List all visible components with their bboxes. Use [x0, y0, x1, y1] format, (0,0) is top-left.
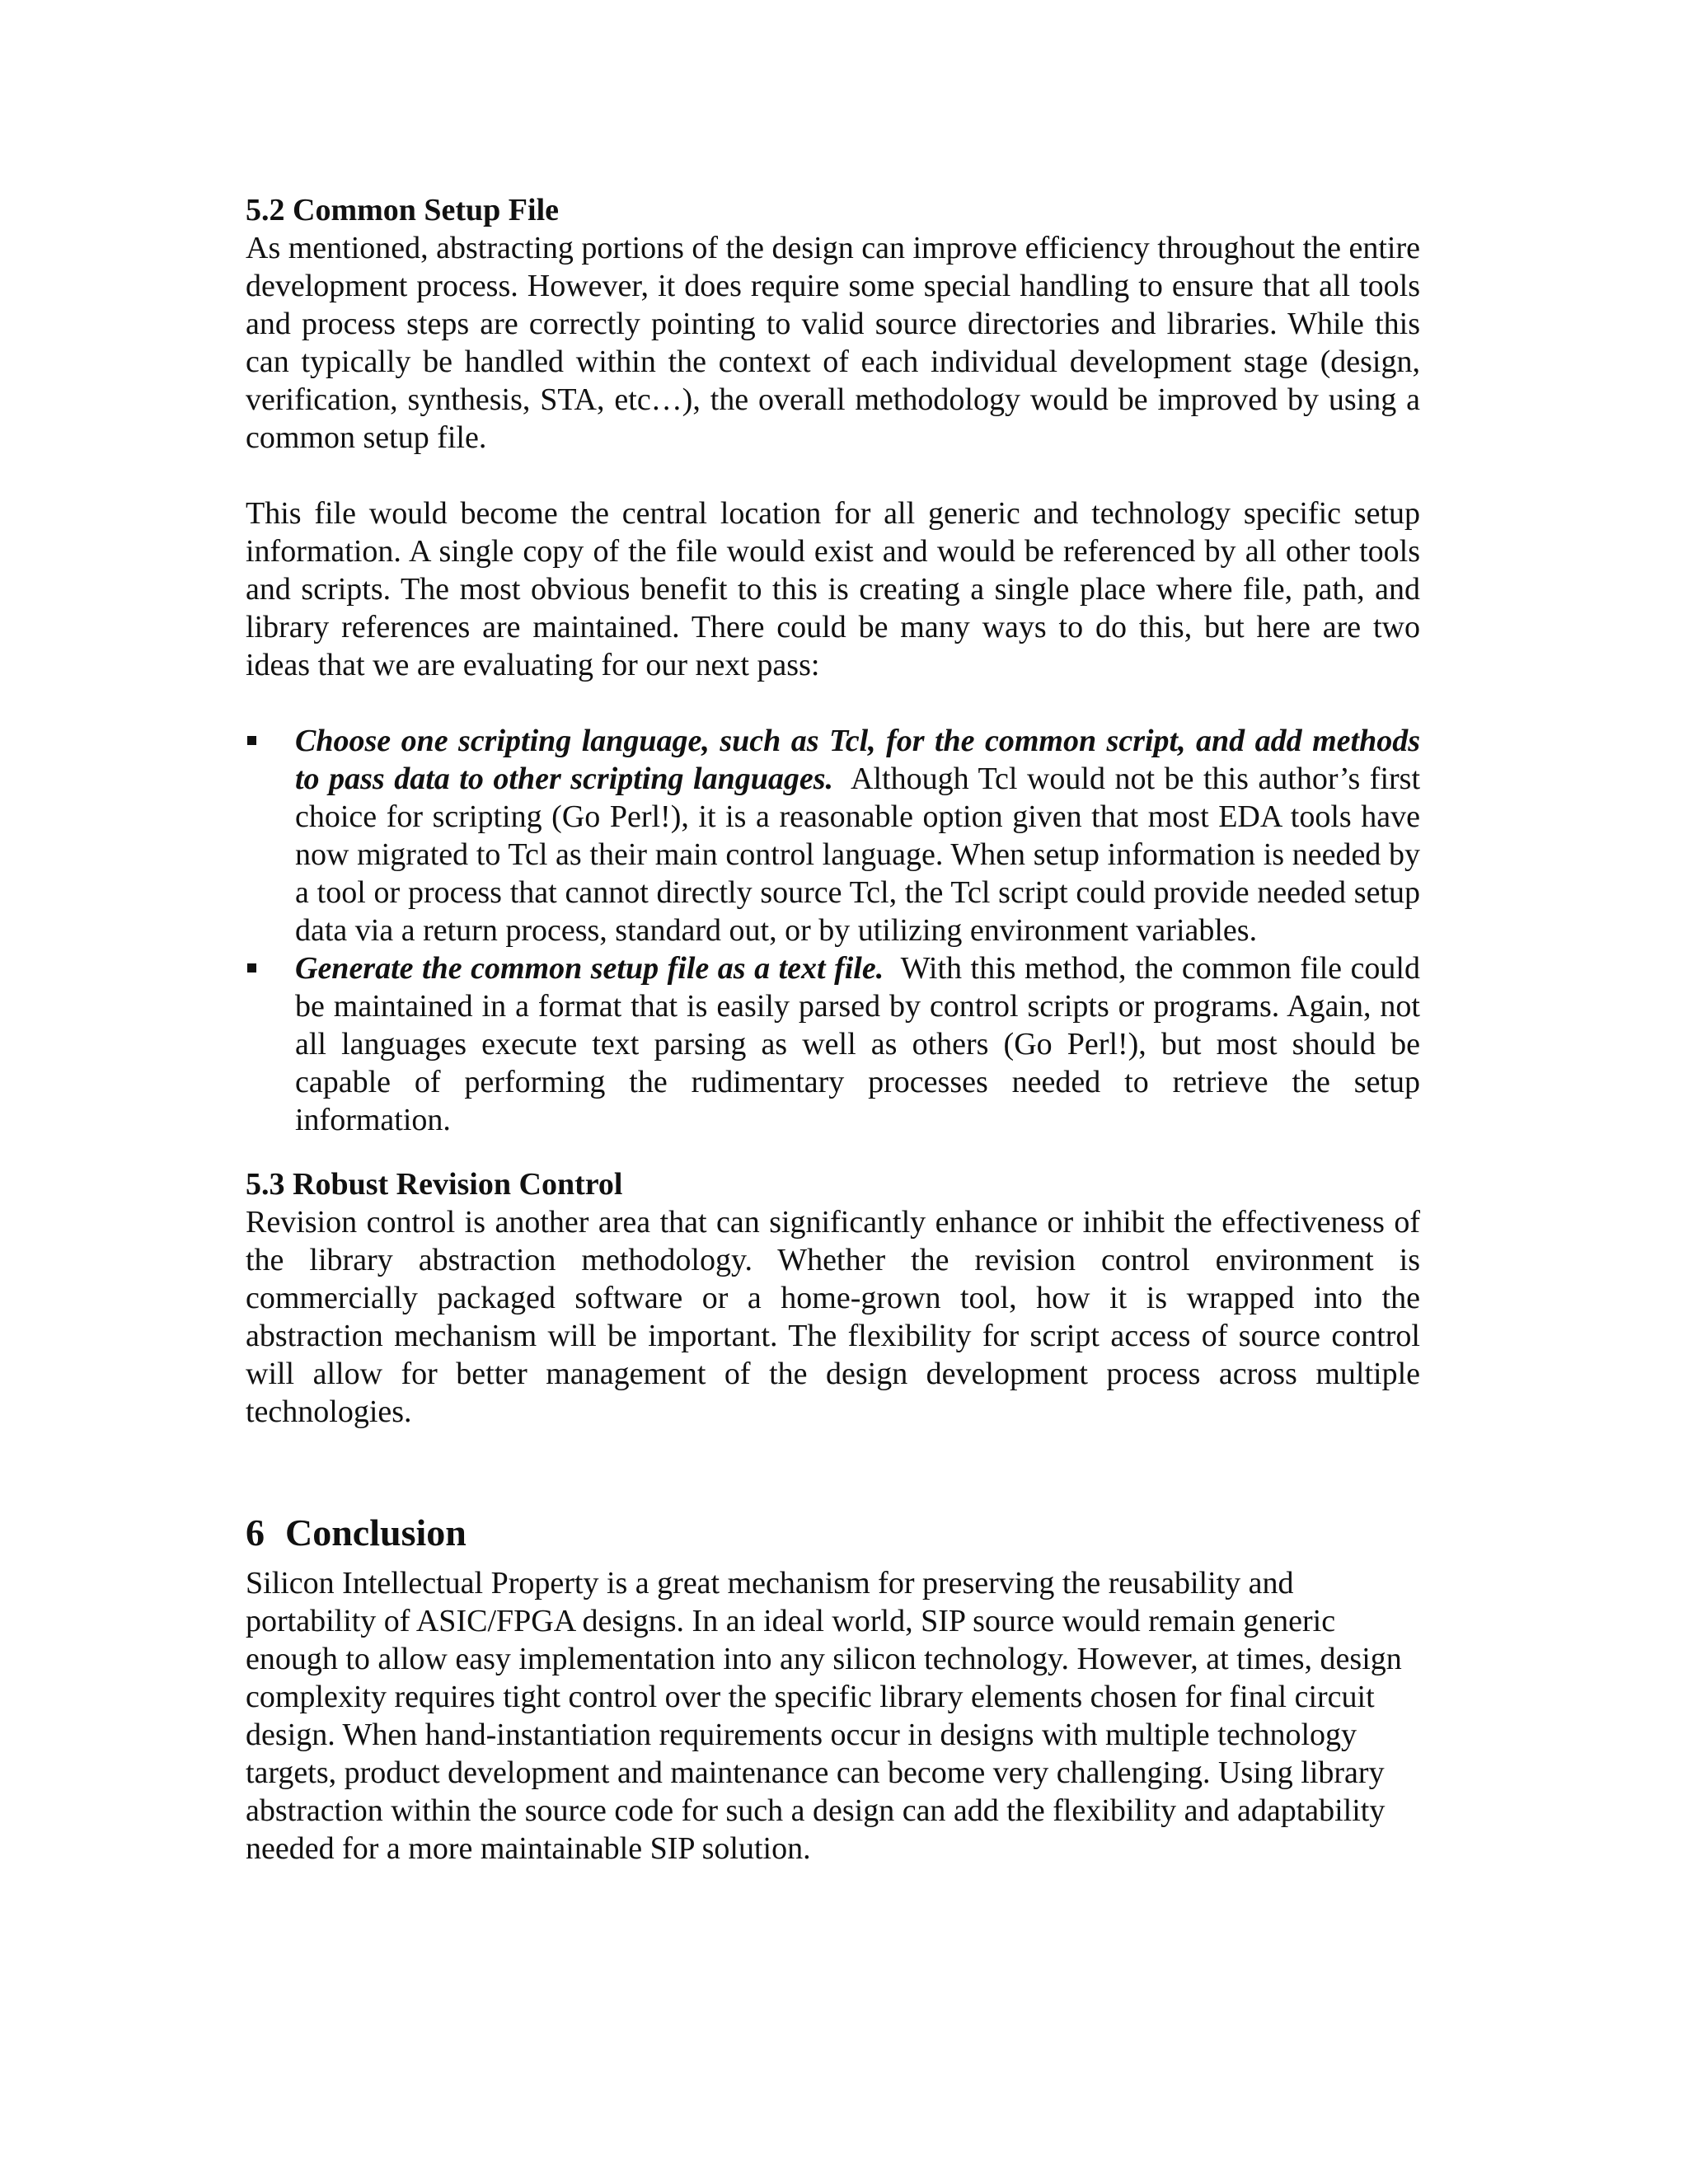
section-5-3-heading: 5.3 Robust Revision Control	[246, 1167, 623, 1202]
list-item-text: Although Tcl would not be this author’s first choice for scripting (Go Perl!), it is a reasonable option given that most EDA tools have now migrated to Tcl as their main control language. When setup information is needed by a tool or process that cannot directly source Tcl, the Tcl script could provide needed setup data via a return process, standard out, or by utilizing environment variables.	[295, 762, 1421, 948]
document-page	[246, 191, 1420, 1868]
square-bullet-icon	[247, 736, 256, 745]
list-item-lead: Generate the common setup file as a text file.	[295, 951, 884, 986]
section-5-2-heading: 5.2 Common Setup File	[246, 193, 559, 227]
section-spacer	[246, 1139, 1420, 1165]
conclusion-number: 6	[246, 1511, 265, 1554]
list-item	[246, 722, 1420, 949]
section-5-2-paragraph-1: As mentioned, abstracting portions of the design can improve efficiency throughout the entire development process. However, it does require some special handling to ensure that all tools and process steps are correctly pointing to valid source directories and libraries. While this can typically be handled within the context of each individual development stage (design, verification, synthesis, STA, etc…), the overall methodology would be improved by using a common setup file.	[246, 231, 1420, 455]
paragraph-spacer	[246, 457, 1420, 494]
list-item	[246, 949, 1420, 1139]
square-bullet-icon	[247, 963, 256, 972]
list-item-lead: Choose one scripting language, such as Tcl, for the common script, and add methods to pass data to other scripting languages.	[295, 724, 1420, 796]
conclusion-paragraph: Silicon Intellectual Property is a great mechanism for preserving the reusability and portability of ASIC/FPGA designs. In an ideal world, SIP source would remain generic enough to allow easy implementation into any silicon technology. However, at times, design complexity requires tight control over the specific library elements chosen for final circuit design. When hand-instantiation requirements occur in designs with multiple technology targets, product development and maintenance can become very challenging. Using library abstraction within the source code for such a design can add the flexibility and adaptability needed for a more maintainable SIP solution.	[246, 1566, 1402, 1866]
chapter-spacer	[246, 1431, 1420, 1510]
setup-ideas-list	[246, 722, 1420, 1139]
section-5-2-paragraph-2: This file would become the central location for all generic and technology specific setup information. A single copy of the file would exist and would be referenced by all other tools and scripts. The most obvious benefit to this is creating a single place where file, path, and library references are maintained. There could be many ways to do this, but here are two ideas that we are evaluating for our next pass:	[246, 496, 1420, 682]
conclusion-heading	[246, 1510, 1420, 1556]
list-item-text: With this method, the common file could be maintained in a format that is easily parsed by control scripts or programs. Again, not all languages execute text parsing as well as others (Go Perl!), but most should be capable of performing the rudimentary processes needed to retrieve the setup information.	[295, 951, 1420, 1137]
section-5-3-paragraph: Revision control is another area that can significantly enhance or inhibit the effectiveness of the library abstraction methodology. Whether the revision control environment is commercially packaged software or a home-grown tool, how it is wrapped into the abstraction mechanism will be important. The flexibility for script access of source control will allow for better management of the design development process across multiple technologies.	[246, 1205, 1420, 1429]
conclusion-title: Conclusion	[285, 1511, 467, 1554]
paragraph-spacer	[246, 684, 1420, 722]
